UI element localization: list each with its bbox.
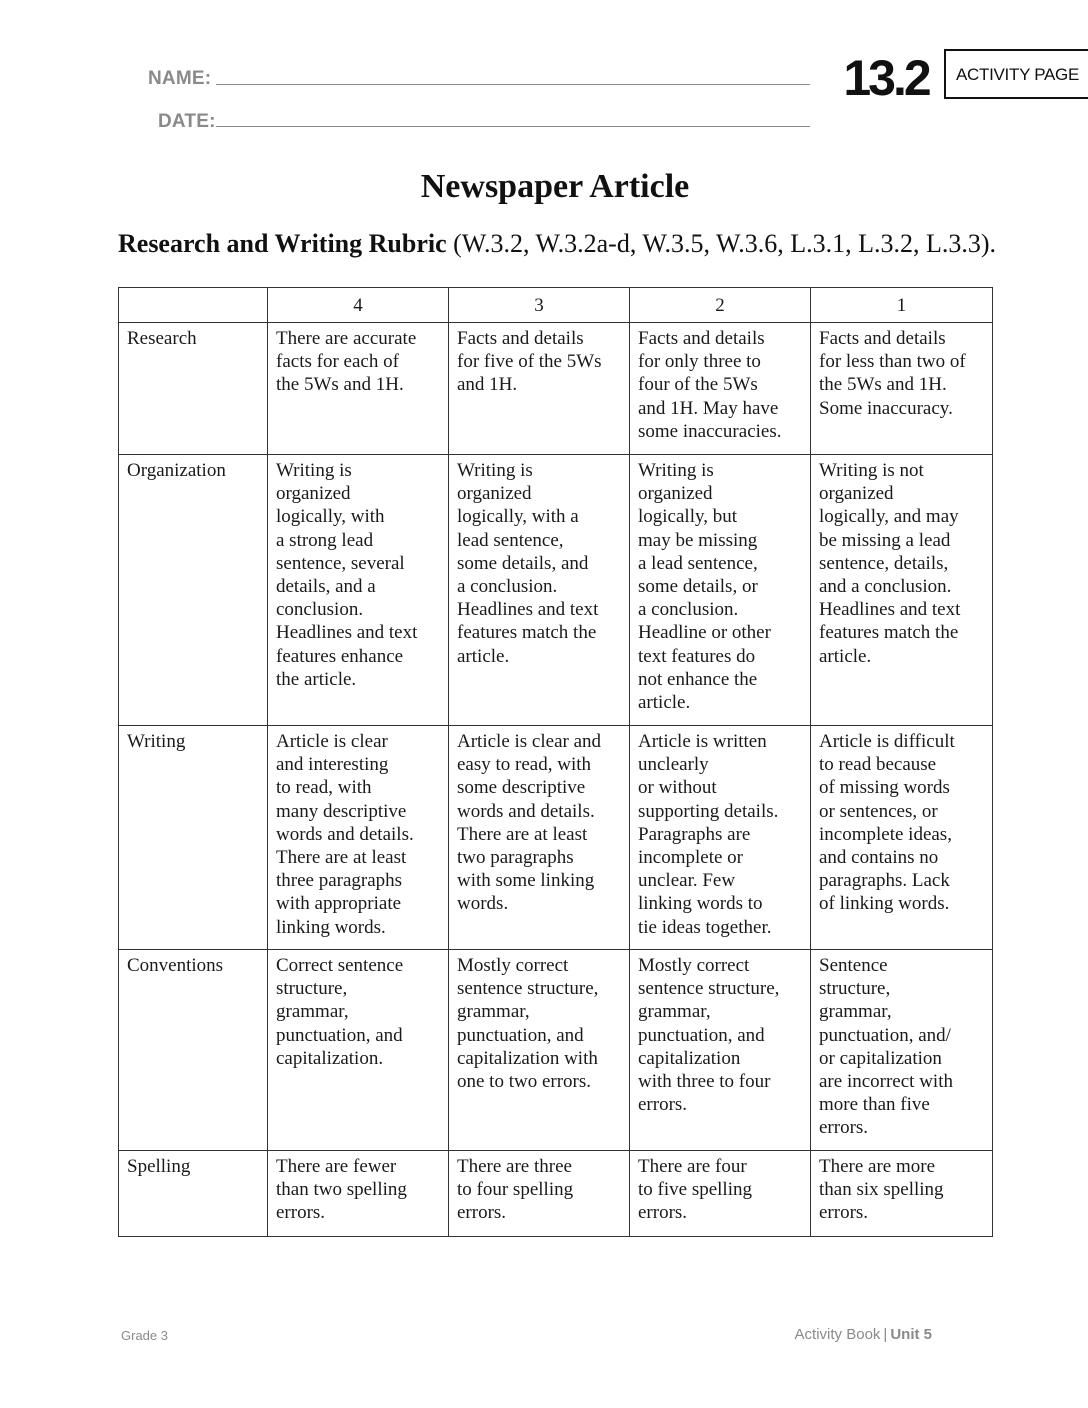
row-category: Organization xyxy=(119,455,268,726)
header-row xyxy=(119,288,993,323)
date-label: DATE: xyxy=(158,111,216,132)
table-cell: Facts and details for only three to four of the 5Ws and 1H. May have some inaccuracies. xyxy=(630,323,811,455)
table-row-organization xyxy=(119,455,993,726)
table-cell: Article is written unclearly or without supporting details. Paragraphs are incomplete or unclear. Few linking words to tie ideas together. xyxy=(630,726,811,950)
page-title: Newspaper Article xyxy=(420,168,690,205)
table-row-research xyxy=(119,323,993,455)
table-cell: Writing is not organized logically, and may be missing a lead sentence, details, and a conclusion. Headlines and text features match the article. xyxy=(811,455,993,726)
header-cell-score-3: 3 xyxy=(449,288,630,323)
rubric-standards: (W.3.2, W.3.2a-d, W.3.5, W.3.6, L.3.1, L.3.2, L.3.3). xyxy=(453,229,997,258)
rubric-table xyxy=(118,287,993,1237)
table-cell: Article is clear and easy to read, with some descriptive words and details. There are at least two paragraphs with some linking words. xyxy=(449,726,630,950)
table-cell: Facts and details for less than two of the 5Ws and 1H. Some inaccuracy. xyxy=(811,323,993,455)
activity-number: 13.2 xyxy=(843,50,929,106)
activity-page-label: ACTIVITY PAGE xyxy=(956,65,1080,84)
footer-separator: | xyxy=(883,1326,888,1343)
rubric-subtitle xyxy=(118,229,996,259)
header-cell-score-1: 1 xyxy=(811,288,993,323)
table-cell: There are four to five spelling errors. xyxy=(630,1151,811,1237)
row-category: Writing xyxy=(119,726,268,950)
table-row-spelling xyxy=(119,1151,993,1237)
activity-page-box xyxy=(944,49,1088,99)
header-cell-score-4: 4 xyxy=(268,288,449,323)
table-cell: Writing is organized logically, with a strong lead sentence, several details, and a conclusion. Headlines and text features enhance the article. xyxy=(268,455,449,726)
table-cell: Sentence structure, grammar, punctuation, and/ or capitalization are incorrect with more than five errors. xyxy=(811,950,993,1151)
table-cell: Facts and details for five of the 5Ws and 1H. xyxy=(449,323,630,455)
table-cell: There are fewer than two spelling errors. xyxy=(268,1151,449,1237)
rubric-subtitle-bold: Research and Writing Rubric xyxy=(118,229,447,258)
row-category: Research xyxy=(119,323,268,455)
table-cell: Article is clear and interesting to read, with many descriptive words and details. There are at least three paragraphs with appropriate linking words. xyxy=(268,726,449,950)
table-cell: There are more than six spelling errors. xyxy=(811,1151,993,1237)
table-row-writing xyxy=(119,726,993,950)
table-cell: Writing is organized logically, with a lead sentence, some details, and a conclusion. Headlines and text features match the article. xyxy=(449,455,630,726)
row-category: Conventions xyxy=(119,950,268,1151)
table-cell: Mostly correct sentence structure, grammar, punctuation, and capitalization with one to two errors. xyxy=(449,950,630,1151)
table-cell: Writing is organized logically, but may be missing a lead sentence, some details, or a conclusion. Headline or other text features do not enhance the article. xyxy=(630,455,811,726)
table-cell: There are three to four spelling errors. xyxy=(449,1151,630,1237)
name-line[interactable] xyxy=(216,84,810,85)
footer-unit: Unit 5 xyxy=(890,1326,932,1343)
footer-book: Activity Book xyxy=(794,1326,881,1343)
header-cell-empty xyxy=(119,288,268,323)
name-label: NAME: xyxy=(148,68,212,89)
table-row-conventions xyxy=(119,950,993,1151)
date-line[interactable] xyxy=(216,126,810,127)
table-cell: Article is difficult to read because of missing words or sentences, or incomplete ideas, and contains no paragraphs. Lack of linking words. xyxy=(811,726,993,950)
footer-grade: Grade 3 xyxy=(121,1328,168,1343)
table-cell: Correct sentence structure, grammar, punctuation, and capitalization. xyxy=(268,950,449,1151)
header-cell-score-2: 2 xyxy=(630,288,811,323)
footer-book-unit xyxy=(795,1326,932,1343)
table-cell: Mostly correct sentence structure, grammar, punctuation, and capitalization with three to four errors. xyxy=(630,950,811,1151)
table-cell: There are accurate facts for each of the 5Ws and 1H. xyxy=(268,323,449,455)
row-category: Spelling xyxy=(119,1151,268,1237)
